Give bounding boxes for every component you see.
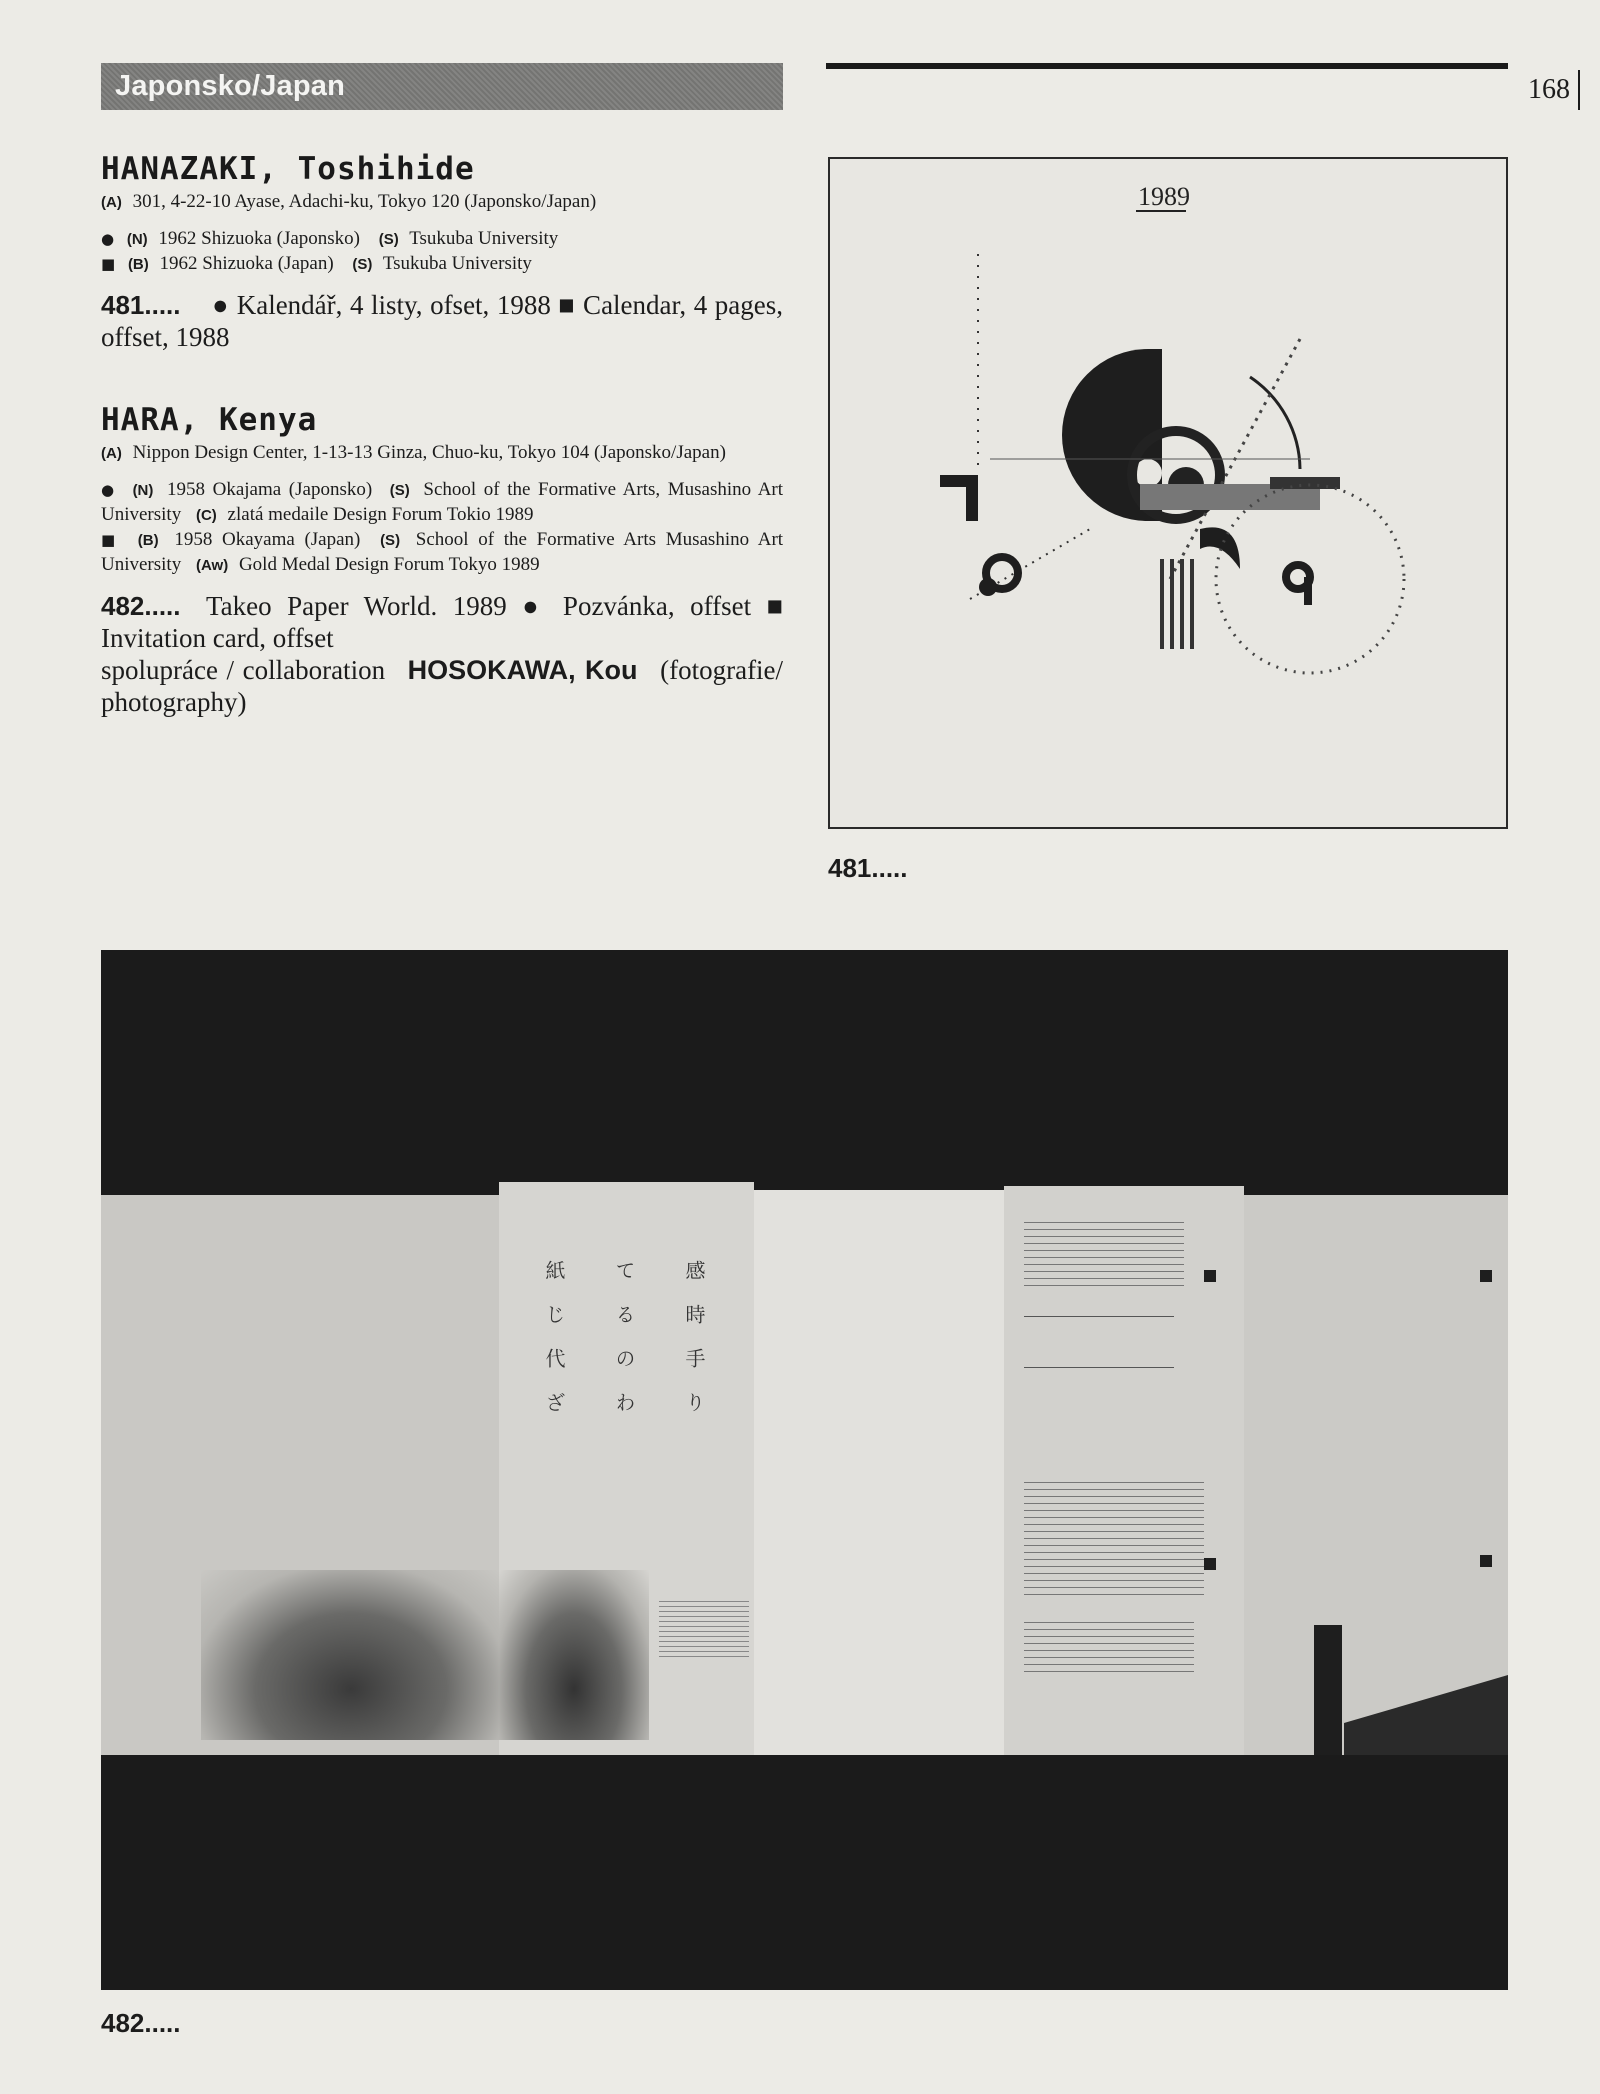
vertical-text-col-2: てるのわ: [612, 1260, 636, 1436]
panel-photo: [101, 1195, 499, 1755]
panel-blank: [754, 1190, 1004, 1755]
shadow-figure-left: [201, 1570, 501, 1740]
designer-name: HARA, Kenya: [101, 402, 318, 438]
panel-schedule: [1004, 1186, 1244, 1755]
square-mark-icon: [1204, 1558, 1216, 1570]
entry-hanazaki: [101, 152, 783, 353]
square-mark-icon: [1204, 1270, 1216, 1282]
map-diagram: [1024, 1316, 1174, 1368]
square-mark-icon: [1480, 1555, 1492, 1567]
panel-right: [1244, 1195, 1508, 1755]
page-number-rule: [1578, 70, 1580, 110]
calendar-year-mark: 1989: [1138, 182, 1190, 211]
caption-482: 482.....: [101, 2008, 181, 2038]
bio-english: ■ (B) 1962 Shizuoka (Japan) (S) Tsukuba University: [101, 253, 532, 275]
bio-czech: ● (N) 1962 Shizuoka (Japonsko) (S) Tsukuba University: [101, 228, 559, 250]
address: (A) 301, 4-22-10 Ayase, Adachi-ku, Tokyo 120 (Japonsko/Japan): [101, 191, 597, 213]
bio-english: ■ (B) 1958 Okayama (Japan) (S) School of the Formative Arts Musashino Art University (Aw) Gold Medal Design Forum Tokyo 1989: [101, 529, 784, 576]
designer-name: HANAZAKI, Toshihide: [101, 151, 475, 187]
shadow-figure-right: [499, 1570, 649, 1740]
dark-bar: [1314, 1625, 1342, 1755]
collaborator-name: HOSOKAWA, Kou: [407, 655, 638, 686]
address: (A) Nippon Design Center, 1-13-13 Ginza, Chuo-ku, Tokyo 104 (Japonsko/Japan): [101, 442, 726, 464]
page-number: 168: [1528, 74, 1570, 105]
entry-hara: [101, 403, 783, 718]
program-text-block-2: [1024, 1616, 1194, 1676]
caption-481: 481.....: [828, 853, 908, 883]
vertical-text-col-1: 紙じ代ざ: [542, 1260, 566, 1436]
header-rule: [826, 63, 1508, 69]
calendar-graphic-icon: [830, 159, 1506, 827]
section-header: [101, 63, 783, 110]
invitation-photo: [101, 950, 1508, 1990]
panel-vertical-text: [499, 1182, 754, 1755]
schedule-text-block: [1024, 1216, 1184, 1286]
circle-bullet-icon: ●: [101, 481, 117, 500]
small-text-block: [659, 1597, 749, 1657]
program-text-block: [1024, 1476, 1204, 1596]
section-title: Japonsko/Japan: [115, 70, 346, 102]
square-bullet-icon: ■: [101, 531, 121, 550]
square-bullet-icon: ■: [101, 255, 116, 274]
work-description: 481..... ● Kalendář, 4 listy, ofset, 1988 ■ Calendar, 4 pages, offset, 1988: [101, 290, 784, 353]
circle-bullet-icon: ●: [101, 230, 115, 249]
square-mark-icon: [1480, 1270, 1492, 1282]
bio-czech: ● (N) 1958 Okajama (Japonsko) (S) School of the Formative Arts, Musashino Art University (C) zlatá medaile Design Forum Tokio 1989: [101, 479, 784, 526]
calendar-image: [828, 157, 1508, 829]
work-description: 482..... Takeo Paper World. 1989 ● Pozvánka, offset ■ Invitation card, offset spolupráce / collaboration HOSOKAWA, Kou (fotografie/ photography): [101, 591, 784, 718]
vertical-text-col-3: 感時手り: [682, 1260, 706, 1436]
dark-wedge: [1344, 1675, 1508, 1755]
